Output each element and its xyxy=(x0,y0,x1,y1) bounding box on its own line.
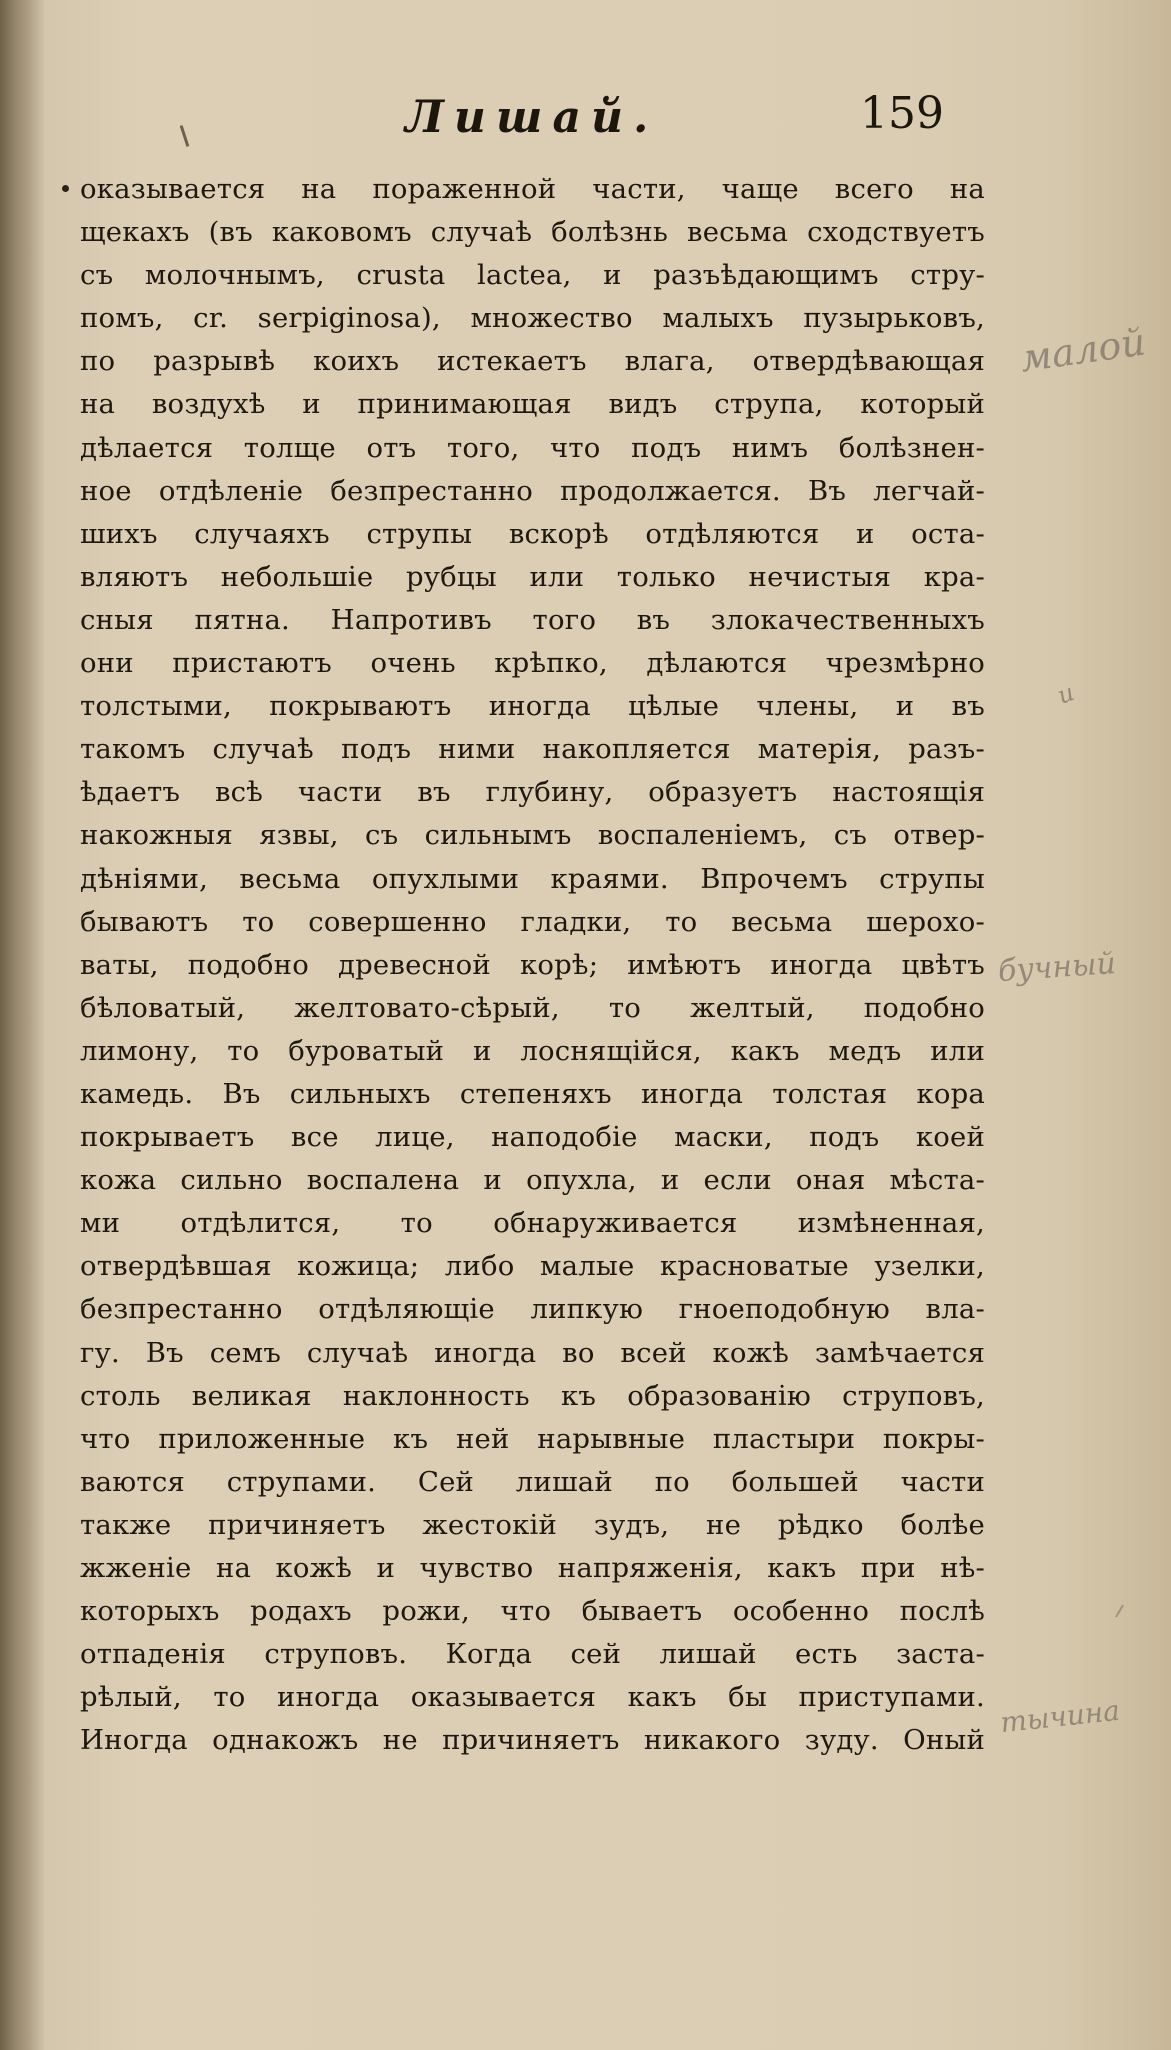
text-line: помъ, cr. serpiginosa), множество малыхъ пузырьковъ, xyxy=(80,302,985,335)
margin-dot xyxy=(62,185,69,192)
text-line: ѣдаетъ всѣ части въ глубину, образуетъ настоящія xyxy=(80,776,985,809)
pencil-margin-note: бучный xyxy=(996,945,1117,990)
pencil-margin-note: тычина xyxy=(998,1693,1122,1740)
pencil-edge-mark xyxy=(1115,1604,1131,1621)
text-line: также причиняетъ жестокій зудъ, не рѣдко болѣе xyxy=(80,1508,985,1541)
text-line: ваются струпами. Сей лишай по большей части xyxy=(80,1465,985,1498)
text-line: Иногда однакожъ не причиняетъ никакого зуду. Оный xyxy=(80,1724,985,1757)
text-line: съ молочнымъ, crusta lactea, и разъѣдающимъ стру- xyxy=(80,259,985,292)
text-line: они пристаютъ очень крѣпко, дѣлаются чрезмѣрно xyxy=(80,647,985,680)
text-line: бѣловатый, желтовато-сѣрый, то желтый, подобно xyxy=(80,991,985,1024)
text-line: отпаденія струповъ. Когда сей лишай есть заста- xyxy=(80,1638,985,1671)
text-line: покрываетъ все лице, наподобіе маски, подъ коей xyxy=(80,1121,985,1154)
text-line: ваты, подобно древесной корѣ; имѣютъ иногда цвѣтъ xyxy=(80,948,985,981)
text-line: бываютъ то совершенно гладки, то весьма шерохо- xyxy=(80,905,985,938)
text-line: ное отдѣленіе безпрестанно продолжается. Въ легчай- xyxy=(80,474,985,507)
text-line: на воздухѣ и принимающая видъ струпа, который xyxy=(80,388,985,421)
text-line: отвердѣвшая кожица; либо малые красноватые узелки, xyxy=(80,1250,985,1283)
text-line: сныя пятна. Напротивъ того въ злокачественныхъ xyxy=(80,603,985,636)
text-line: такомъ случаѣ подъ ними накопляется матерія, разъ- xyxy=(80,733,985,766)
text-line: камедь. Въ сильныхъ степеняхъ иногда толстая кора xyxy=(80,1077,985,1110)
text-line: которыхъ родахъ рожи, что бываетъ особенно послѣ xyxy=(80,1595,985,1628)
pencil-margin-note: малой xyxy=(1017,319,1149,381)
text-line: толстыми, покрываютъ иногда цѣлые члены, и въ xyxy=(80,690,985,723)
text-line: гу. Въ семъ случаѣ иногда во всей кожѣ замѣчается xyxy=(80,1336,985,1369)
text-line: дѣлается толще отъ того, что подъ нимъ болѣзнен- xyxy=(80,431,985,464)
text-line: жженіе на кожѣ и чувство напряженія, какъ при нѣ- xyxy=(80,1552,985,1584)
body-text xyxy=(80,168,985,1762)
text-line: кожа сильно воспалена и опухла, и если оная мѣста- xyxy=(80,1164,985,1197)
running-header xyxy=(0,88,1000,152)
text-line: по разрывѣ коихъ истекаетъ влага, отвердѣвающая xyxy=(80,345,985,378)
text-line: шихъ случаяхъ струпы вскорѣ отдѣляются и оста- xyxy=(80,517,985,550)
text-line: что приложенные къ ней нарывные пластыри покры- xyxy=(80,1422,985,1455)
binding-shadow xyxy=(0,0,46,2050)
text-line: ми отдѣлится, то обнаруживается измѣненная, xyxy=(80,1207,985,1240)
text-line: вляютъ небольшіе рубцы или только нечистыя кра- xyxy=(80,560,985,593)
running-title: Лишай. xyxy=(405,92,659,143)
text-line: столь великая наклонность къ образованію струповъ, xyxy=(80,1379,985,1412)
page-number: 159 xyxy=(860,88,944,139)
text-line: оказывается на пораженной части, чаще всего на xyxy=(80,173,985,205)
text-line: безпрестанно отдѣляющіе липкую гноеподобную вла- xyxy=(80,1293,985,1326)
text-line: рѣлый, то иногда оказывается какъ бы приступами. xyxy=(80,1681,985,1714)
text-line: дѣніями, весьма опухлыми краями. Впрочемъ струпы xyxy=(80,862,985,895)
pencil-margin-note: и xyxy=(1053,678,1078,710)
text-line: щекахъ (въ каковомъ случаѣ болѣзнь весьма сходствуетъ xyxy=(80,216,985,249)
text-line: лимону, то буроватый и лоснящійся, какъ медъ или xyxy=(80,1034,985,1067)
text-line: накожныя язвы, съ сильнымъ воспаленіемъ, съ отвер- xyxy=(80,819,985,852)
